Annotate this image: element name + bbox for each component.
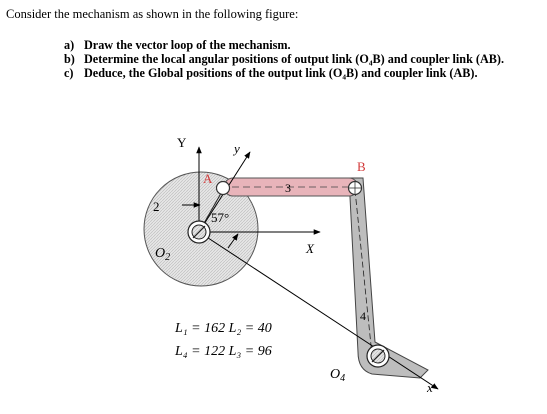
question-text: Determine the local angular positions of output link (O₄B) and coupler link (AB).: [84, 52, 504, 66]
ground-pivot-o2: [188, 221, 210, 243]
link-3-label: 3: [285, 181, 291, 195]
angle-label: 57°: [211, 210, 230, 225]
point-b-label: B: [357, 159, 366, 174]
local-x-axis: [199, 232, 438, 389]
dimension-line-2: L₄ = 122 L₃ = 96: [175, 344, 272, 359]
pivot-o4-letter: O: [330, 367, 341, 382]
axis-x-local-label: x: [427, 380, 433, 395]
question-mark: a): [64, 38, 75, 52]
intro-text: Consider the mechanism as shown in the following figure:: [6, 7, 299, 21]
dimension-line-1: L₁ = 162 L₂ = 40: [175, 321, 272, 336]
ground-pivot-o4: [367, 345, 389, 367]
pivot-o4-label: [330, 367, 345, 384]
question-text: Deduce, the Global positions of the output link (O₄B) and coupler link (AB).: [84, 66, 478, 80]
point-a-label: A: [203, 171, 213, 186]
rocker-link: [349, 178, 428, 378]
question-text: Draw the vector loop of the mechanism.: [84, 38, 291, 52]
pivot-o4-subscript: 4: [340, 373, 346, 384]
axis-y-local-label: y: [234, 141, 240, 156]
pivot-o2-subscript: 2: [165, 252, 171, 263]
question-mark: c): [64, 66, 74, 80]
question-mark: b): [64, 52, 75, 66]
axis-y-label: Y: [177, 135, 187, 150]
link-2-label: 2: [153, 199, 160, 214]
pivot-o2-letter: O: [155, 246, 166, 261]
joint-a: [217, 182, 230, 195]
link-4-label: 4: [360, 309, 366, 323]
axis-x-label: X: [306, 241, 314, 256]
